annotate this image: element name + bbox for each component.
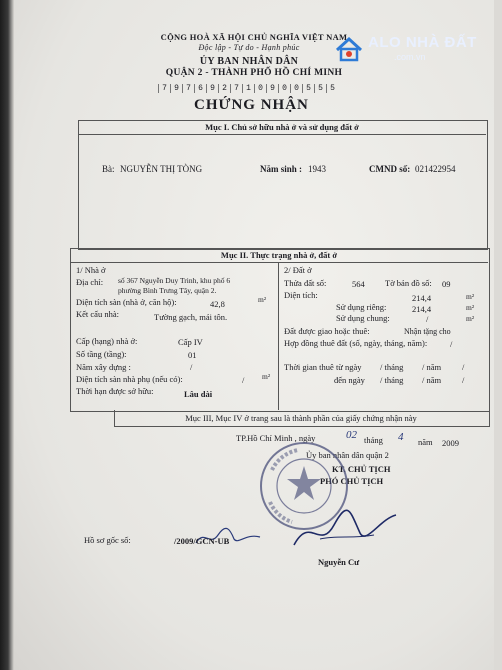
floor-area-label: Diện tích sàn (nhà ở, căn hộ): [76,297,177,307]
house-logo-icon [334,36,364,62]
floors-value: 01 [188,350,197,360]
map-sheet-label: Tờ bản đồ số: [385,278,432,288]
land-title: 2/ Đất ở [284,265,312,275]
private-use-unit: m² [466,303,475,312]
lease-contract-value: / [450,339,453,349]
shared-use-unit: m² [466,314,475,323]
republic-heading: CỘNG HOÀ XÃ HỘI CHỦ NGHĨA VIỆT NAM [160,32,348,42]
lease-from-year: / năm [422,362,442,372]
issue-year: 2009 [442,438,459,448]
signer-role-1: KT. CHỦ TỊCH [332,464,391,474]
signer-role-2: PHÓ CHỦ TỊCH [320,476,384,486]
lease-to-value: / [462,375,465,385]
lease-to-label: đến ngày [334,375,365,385]
address-line2: phường Bình Trưng Tây, quận 2. [118,286,217,295]
lease-to-month: / tháng [380,375,404,385]
grade-value: Cấp IV [178,337,203,347]
code-digit: 0 [278,84,290,93]
lease-contract-label: Hợp đồng thuê đất (số, ngày, tháng, năm): [284,338,428,348]
official-signature-icon [290,505,400,555]
code-digit: 5 [302,84,314,93]
lease-from-month: / tháng [380,362,404,372]
id-label: CMND số: [369,164,411,174]
code-digit: 9 [266,84,278,93]
lease-from-value: / [462,362,465,372]
parcel-value: 564 [352,279,365,289]
aux-area-label: Diện tích sàn nhà phụ (nếu có): [76,374,183,384]
code-digit: 9 [170,84,182,93]
code-digit: 5 [326,84,338,93]
private-use-value: 214,4 [412,304,432,314]
code-digit: 5 [314,84,326,93]
attached-pages-note: Mục III, Mục IV ở trang sau là thành phần của giấy chứng nhận này [185,413,417,423]
watermark-brand: ALO NHÀ ĐẤT [368,34,477,51]
floor-area-unit: m² [258,295,267,304]
issue-year-label: năm [418,437,433,447]
code-digit: 1 [242,84,254,93]
certificate-code [158,84,338,93]
original-file-number: /2009/GCN-UB [174,536,230,546]
owner-name: NGUYỄN THỊ TÒNG [120,164,203,174]
issue-place: TP.Hồ Chí Minh , ngày [236,433,316,443]
land-area-value: 214,4 [412,293,432,303]
lease-to-year: / năm [422,375,442,385]
code-digit: 7 [158,84,170,93]
map-sheet-value: 09 [442,279,451,289]
national-motto: Độc lập - Tự do - Hạnh phúc [198,43,300,52]
land-area-label: Diện tích: [284,290,318,300]
floor-area-value: 42,8 [210,299,225,309]
structure-value: Tường gạch, mái tôn. [154,312,228,322]
issue-day: 02 [346,429,357,441]
structure-label: Kết cấu nhà: [76,309,119,319]
ownership-term-value: Lâu dài [184,389,213,399]
certificate-title: CHỨNG NHẬN [194,97,309,113]
aux-area-unit: m² [262,372,271,381]
signer-name: Nguyễn Cư [318,557,360,567]
section2-heading: Mục II. Thực trạng nhà ở, đất ở [220,250,338,260]
watermark [334,36,494,76]
code-digit: 7 [182,84,194,93]
address-label: Địa chỉ: [76,277,104,287]
id-number: 021422954 [415,164,456,174]
aux-area-value: / [242,375,245,385]
birth-label: Năm sinh : [260,164,303,174]
code-digit: 9 [206,84,218,93]
grade-label: Cấp (hạng) nhà ở: [76,336,138,346]
build-year-value: / [190,362,193,372]
land-area-unit: m² [466,292,475,301]
committee-heading: ỦY BAN NHÂN DÂN [199,56,299,67]
ownership-term-label: Thời hạn được sở hữu: [76,386,154,396]
code-digit: 7 [230,84,242,93]
section1-box [78,120,488,250]
issue-month-label: tháng [364,435,383,445]
floors-label: Số tầng (tầng): [76,349,127,359]
original-file-label: Hồ sơ gốc số: [84,535,131,545]
birth-year: 1943 [308,164,326,174]
parcel-label: Thửa đất số: [284,278,327,288]
issue-month: 4 [398,431,404,443]
certificate-page [14,0,494,670]
owner-label: Bà: [102,164,115,174]
lease-from-label: Thời gian thuê từ ngày [284,362,362,372]
house-title: 1/ Nhà ở [76,265,106,275]
code-digit: 2 [218,84,230,93]
shared-use-value: / [426,314,429,324]
section1-heading: Mục I. Chủ sở hữu nhà ở và sử dụng đất ở [205,122,359,132]
signer-organization: Ủy ban nhân dân quận 2 [306,450,389,460]
shared-use-label: Sử dụng chung: [336,313,390,323]
build-year-label: Năm xây dựng : [76,362,131,372]
district-heading: QUẬN 2 - THÀNH PHỐ HỒ CHÍ MINH [165,68,343,78]
code-digit: 6 [194,84,206,93]
private-use-label: Sử dụng riêng: [336,302,387,312]
watermark-domain: .com.vn [394,52,426,62]
code-digit: 0 [290,84,302,93]
allocation-value: Nhận tặng cho [404,327,451,336]
address-line1: số 367 Nguyễn Duy Trinh, khu phố 6 [118,276,231,285]
allocation-label: Đất được giao hoặc thuê: [284,326,370,336]
code-digit: 0 [254,84,266,93]
